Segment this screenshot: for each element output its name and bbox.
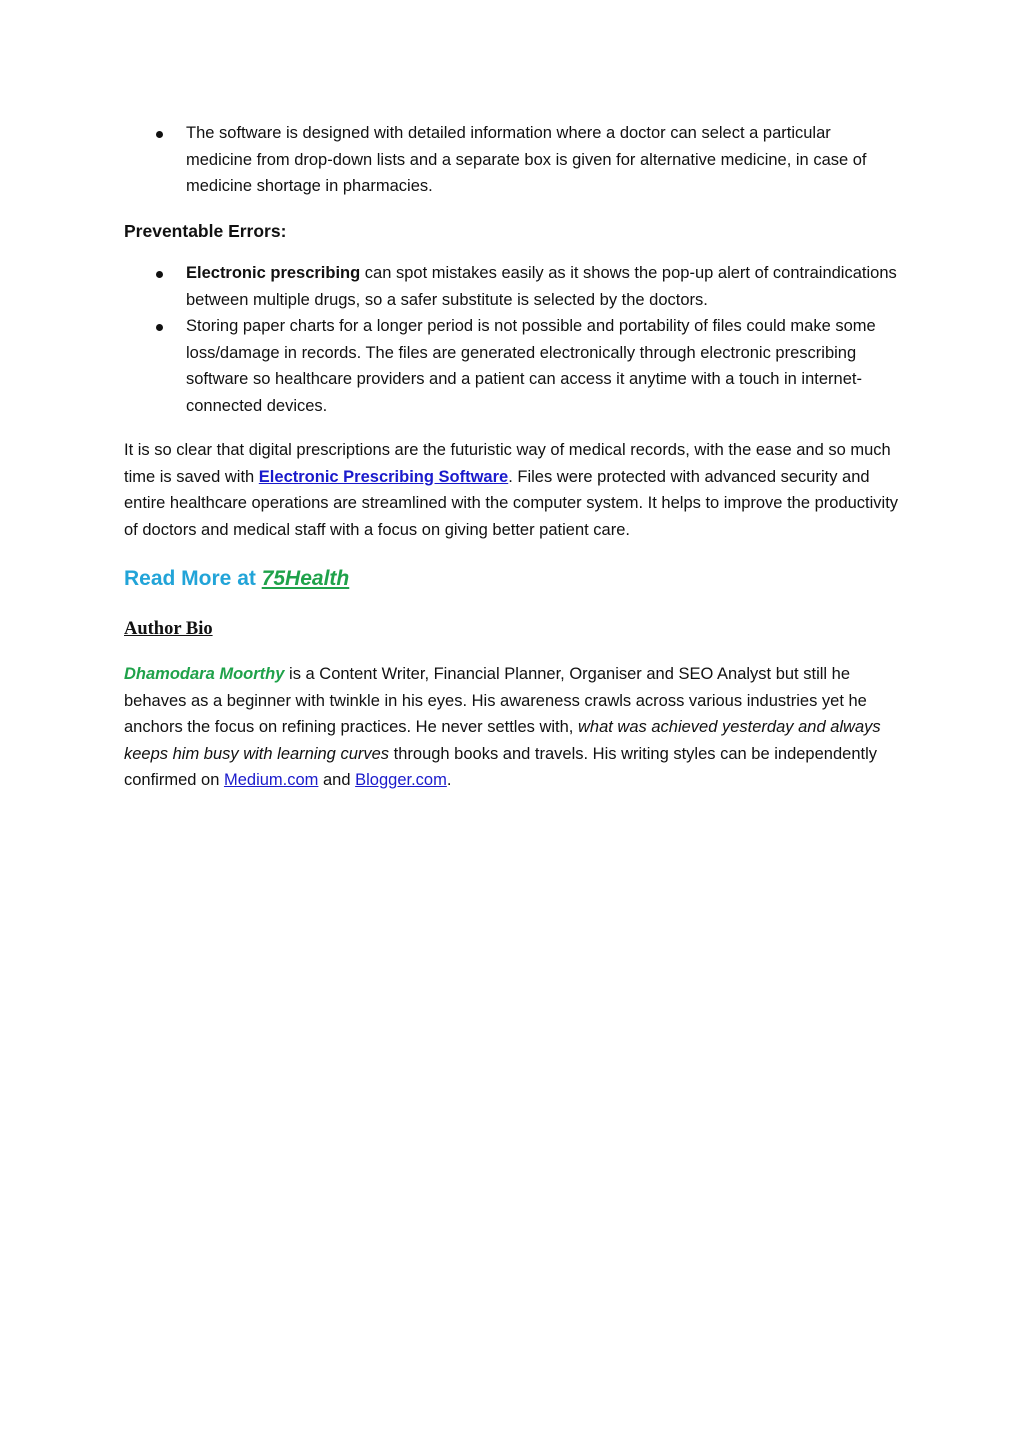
electronic-prescribing-link[interactable]: Electronic Prescribing Software bbox=[258, 467, 509, 486]
medium-link[interactable]: Medium.com bbox=[223, 771, 319, 789]
75health-link[interactable]: 75Health bbox=[261, 567, 350, 590]
top-bullet-list bbox=[124, 120, 899, 200]
read-more-heading bbox=[124, 563, 899, 595]
paragraph-text: is a Content Writer, Financial Planner, Organiser and SEO Analyst but still he behaves as a beginner with twinkle in his eyes. His awareness crawls across various industries yet he anchors the focus on refining practices. He never settles with, bbox=[124, 665, 867, 736]
author-name: Dhamodara Moorthy bbox=[124, 665, 285, 683]
preventable-bullet-list bbox=[124, 260, 899, 419]
italic-text: what was achieved yesterday and always keeps him busy with learning curves bbox=[124, 718, 881, 763]
blogger-link[interactable]: Blogger.com bbox=[355, 771, 447, 789]
bullet-text: Storing paper charts for a longer period is not possible and portability of files could make some loss/damage in records. The files are generated electronically through electronic prescribing software so healthcare providers and a patient can access it anytime with a touch in internet-connected devices. bbox=[186, 317, 876, 415]
author-bio-paragraph bbox=[124, 661, 899, 794]
bullet-icon bbox=[156, 271, 163, 278]
paragraph-text: . Files were protected with advanced security and entire healthcare operations are streamlined with the computer system. It helps to improve the productivity of doctors and medical staff with a focus on giving better patient care. bbox=[124, 467, 899, 539]
section-heading: Preventable Errors: bbox=[124, 220, 287, 241]
read-more-prefix: Read More at bbox=[124, 567, 262, 590]
bullet-text: can spot mistakes easily as it shows the pop-up alert of contraindications between multiple drugs, so a safer substitute is selected by the doctors. bbox=[186, 264, 897, 309]
paragraph-text: and bbox=[318, 771, 356, 789]
author-bio-heading: Author Bio bbox=[124, 619, 213, 639]
conclusion-paragraph bbox=[124, 437, 899, 543]
paragraph-text: through books and travels. His writing styles can be independently confirmed on bbox=[124, 744, 877, 789]
list-item bbox=[186, 120, 899, 200]
bullet-icon bbox=[156, 131, 163, 138]
list-item bbox=[186, 260, 899, 313]
paragraph-text: It is so clear that digital prescriptions are the futuristic way of medical records, with the ease and so much time is saved with bbox=[124, 441, 891, 486]
document-page bbox=[124, 120, 899, 794]
bullet-text: The software is designed with detailed information where a doctor can select a particular medicine from drop-down lists and a separate box is given for alternative medicine, in case of medicine shortage in pharmacies. bbox=[186, 124, 867, 195]
paragraph-text: . bbox=[446, 771, 452, 789]
bullet-icon bbox=[156, 324, 163, 331]
list-item bbox=[186, 313, 899, 419]
bullet-bold-text: Electronic prescribing bbox=[186, 264, 361, 282]
